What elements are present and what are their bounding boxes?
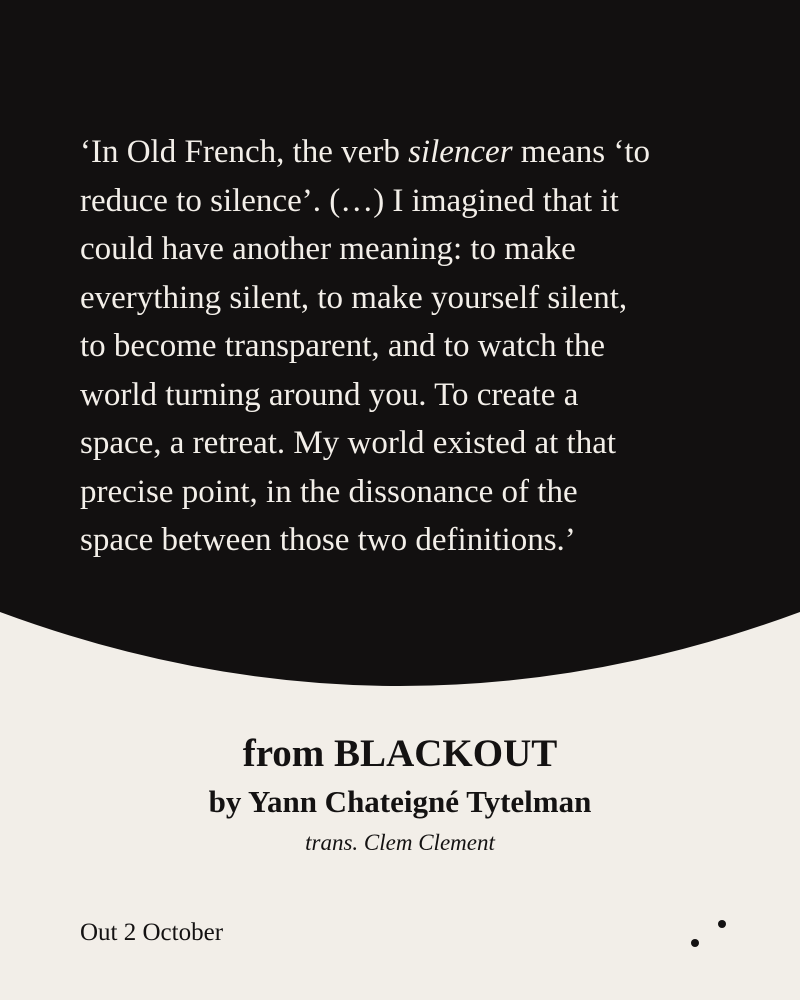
book-info [0, 728, 800, 858]
two-dots-icon [682, 910, 742, 960]
release-date: Out 2 October [80, 919, 224, 946]
quote-line: could have another meaning: to make [80, 231, 576, 267]
book-author: by Yann Chateigné Tytelman [208, 784, 592, 819]
quote-line: ‘In Old French, the verb silencer means ‘to [80, 134, 651, 170]
quote-text [80, 128, 740, 565]
quote-line: reduce to silence’. (…) I imagined that it [80, 182, 619, 219]
quote-line: to become transparent, and to watch the [80, 328, 606, 364]
quote-line: world turning around you. To create a [80, 376, 579, 413]
book-title: from BLACKOUT [242, 732, 558, 775]
quote-line: space, a retreat. My world existed at that [80, 425, 617, 461]
quote-line: everything silent, to make yourself silent, [80, 279, 628, 316]
quote-line: space between those two definitions.’ [80, 522, 576, 558]
quote-line: precise point, in the dissonance of the [80, 473, 578, 510]
book-translator: trans. Clem Clement [305, 830, 495, 855]
